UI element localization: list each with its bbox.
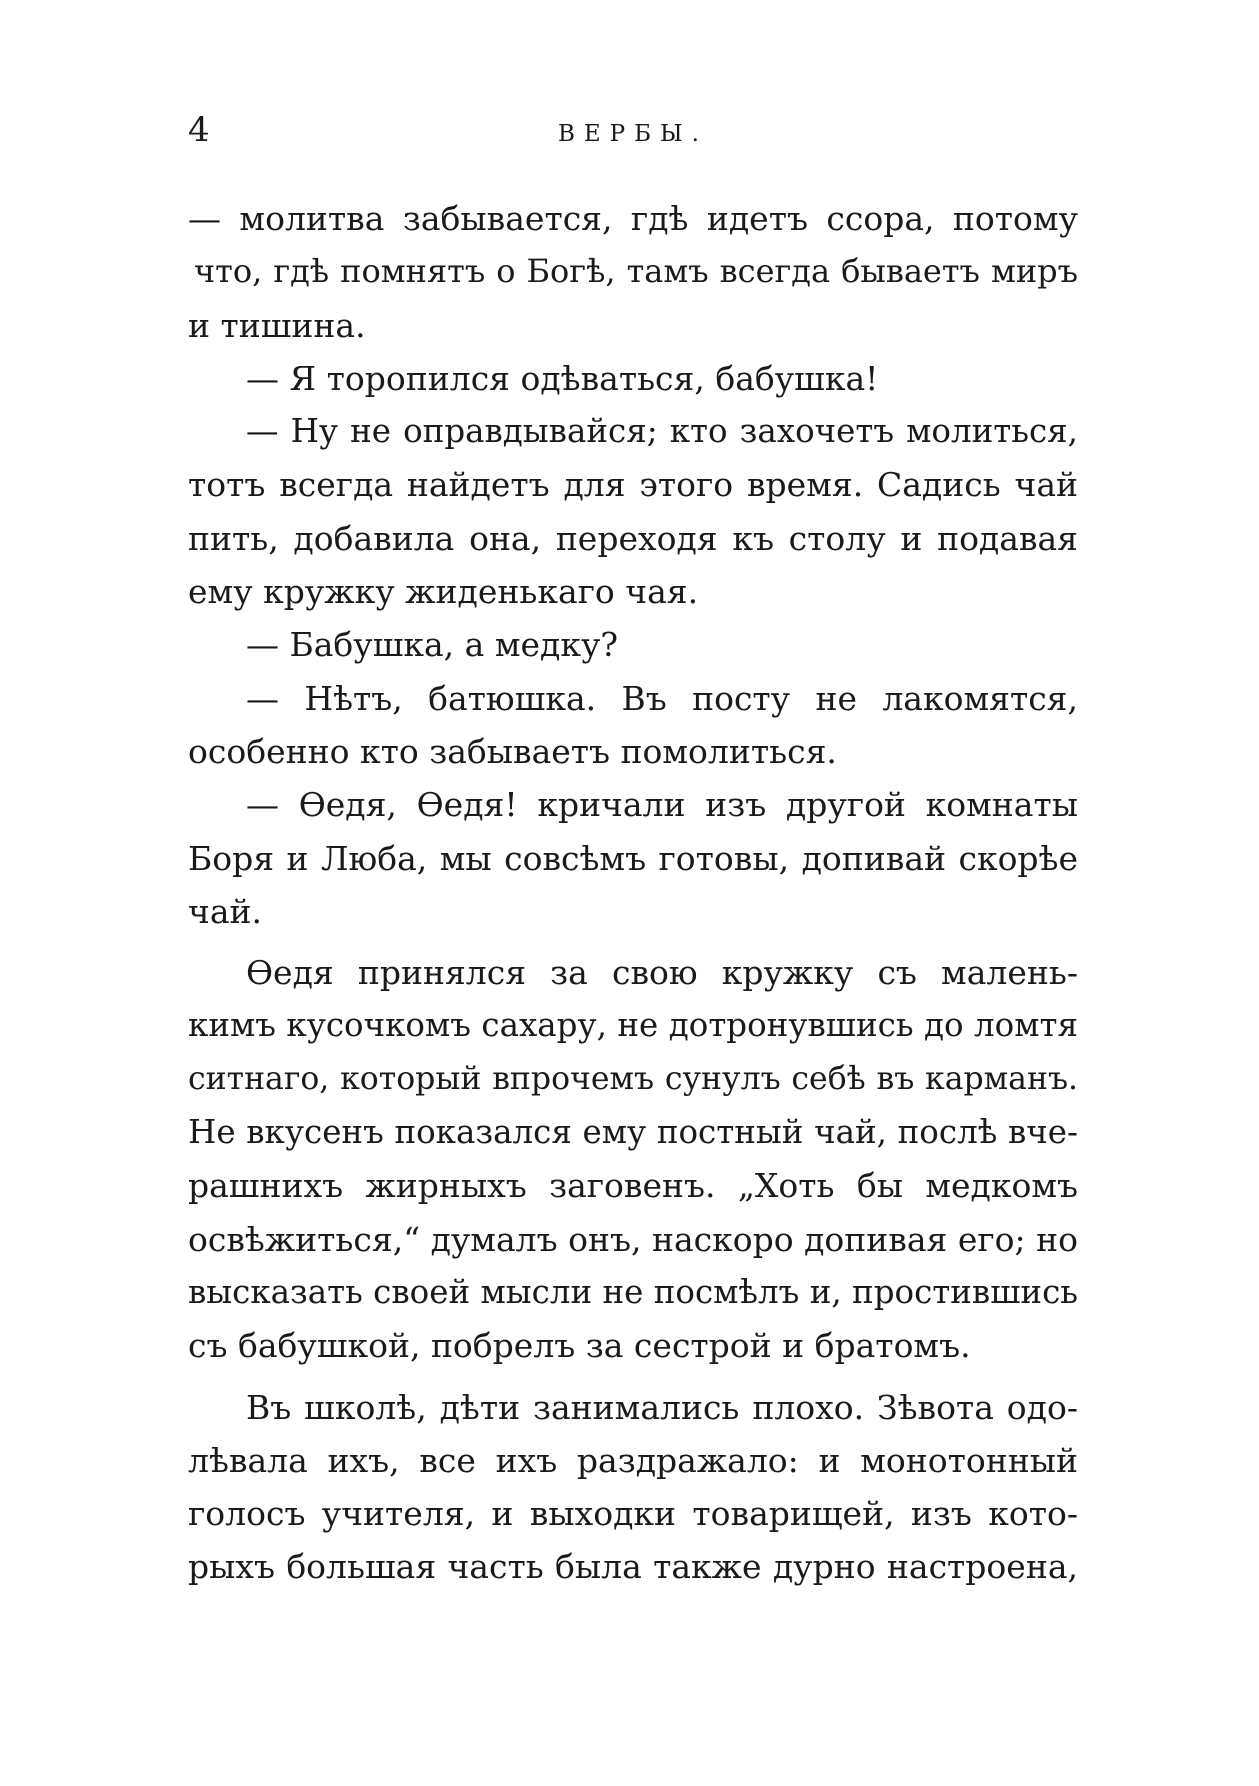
page-header <box>188 110 1078 160</box>
text-line: — Ѳедя, Ѳедя! кричали изъ другой комнаты <box>246 785 1078 825</box>
running-title: ВЕРБЫ. <box>557 121 708 147</box>
text-line: съ бабушкой, побрелъ за сестрой и братомъ. <box>188 1326 971 1366</box>
text-line: рашнихъ жирныхъ заговенъ. „Хоть бы медкомъ <box>188 1166 1078 1206</box>
text-line: чай. <box>188 891 262 931</box>
text-line: Ѳедя принялся за свою кружку съ малень- <box>246 953 1078 993</box>
text-line: кимъ кусочкомъ сахару, не дотронувшись до ломтя <box>188 1006 1078 1045</box>
page-body <box>188 192 1078 1594</box>
text-line: пить, добавила она, переходя къ столу и подавая <box>188 518 1078 558</box>
paragraph-gap <box>188 1373 1078 1381</box>
text-line: ситнаго, который впрочемъ сунулъ себѣ въ карманъ. <box>188 1060 1078 1097</box>
text-line: Въ школѣ, дѣти занимались плохо. Зѣвота одо- <box>246 1387 1078 1427</box>
page-number: 4 <box>188 110 210 150</box>
text-line: — Я торопился одѣваться, бабушка! <box>246 358 879 398</box>
text-line: Не вкусенъ показался ему постный чай, послѣ вче- <box>188 1113 1078 1152</box>
text-line: высказать своей мысли не посмѣлъ и, простившись <box>188 1272 1078 1311</box>
paragraph-gap <box>188 938 1078 946</box>
text-line: Боря и Люба, мы совсѣмъ готовы, допивай скорѣе <box>188 838 1078 878</box>
text-line: голосъ учителя, и выходки товарищей, изъ кото- <box>188 1494 1078 1534</box>
text-line: — Нѣтъ, батюшка. Въ посту не лакомятся, <box>246 678 1078 718</box>
text-line: — Ну не оправдывайся; кто захочетъ молиться, <box>246 412 1078 451</box>
text-line: освѣжиться,“ думалъ онъ, наскоро допивая его; но <box>188 1219 1078 1259</box>
text-line: и тишина. <box>188 305 366 345</box>
text-line: тотъ всегда найдетъ для этого время. Садись чай <box>188 465 1078 505</box>
text-line: ему кружку жиденькаго чая. <box>188 572 699 612</box>
text-line: — молитва забывается, гдѣ идетъ ссора, потому <box>188 199 1078 238</box>
text-line: что, гдѣ помнятъ о Богѣ, тамъ всегда бываетъ миръ <box>194 252 1078 291</box>
text-line: — Бабушка, а медку? <box>246 625 619 665</box>
text-line: рыхъ большая часть была также дурно настроена, <box>188 1547 1078 1587</box>
text-line: особенно кто забываетъ помолиться. <box>188 731 837 771</box>
text-line: лѣвала ихъ, все ихъ раздражало: и монотонный <box>188 1440 1078 1480</box>
